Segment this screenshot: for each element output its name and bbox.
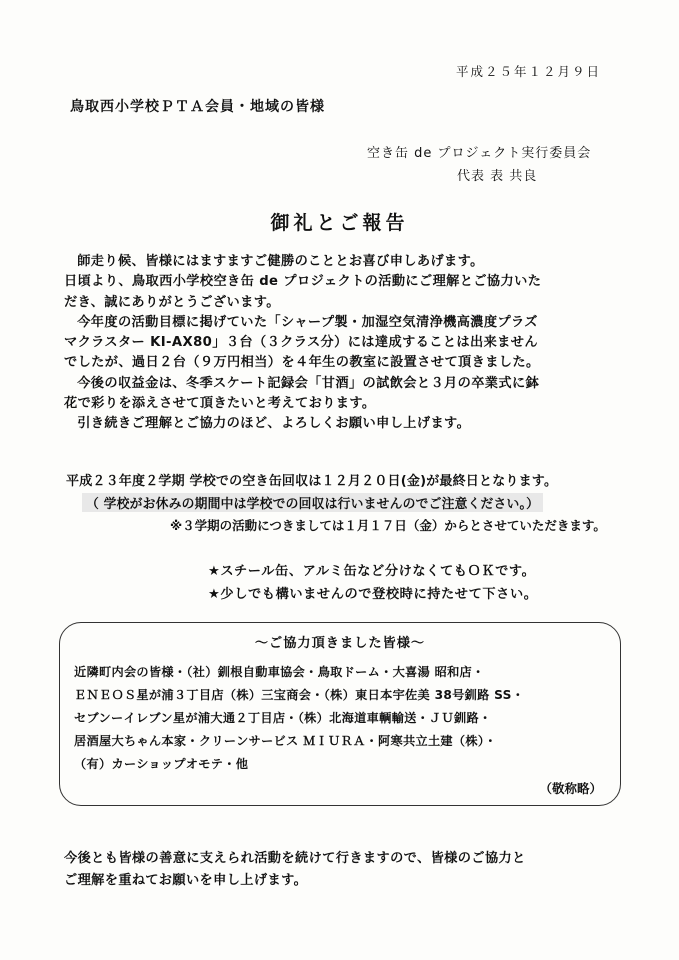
body-line: だき、誠にありがとうございます。 xyxy=(64,294,280,310)
sender-representative: 代表 表 共良 xyxy=(457,169,538,184)
body-line: 今年度の活動目標に掲げていた「シャープ製・加湿空気清浄機高濃度プラズ xyxy=(77,314,538,330)
collection-caution: （ 学校がお休みの期間中は学校での回収は行いませんのでご注意ください。） xyxy=(82,493,543,512)
page-title: 御礼とご報告 xyxy=(270,212,409,234)
closing-line: 今後とも皆様の善意に支えられ活動を続けて行きますので、皆様のご協力と xyxy=(64,851,526,866)
body-line: 花で彩りを添えさせて頂きたいと考えております。 xyxy=(64,396,376,412)
letter-date: 平成２５年１２月９日 xyxy=(456,64,602,79)
star-note: ★スチール缶、アルミ缶など分けなくてもＯＫです。 xyxy=(208,564,536,579)
thanks-box-title: ～ご協力頂きました皆様～ xyxy=(254,636,426,651)
thanks-line: 近隣町内会の皆様・（社）釧根自動車協会・鳥取ドーム・大喜湯 昭和店・ xyxy=(74,665,485,679)
thanks-line: 居酒屋大ちゃん本家・クリーンサービス ＭＩＵＲＡ・阿寒共立土建（株）・ xyxy=(74,734,497,748)
honorifics-omitted: （敬称略） xyxy=(539,781,602,796)
closing-line: ご理解を重ねてお願いを申し上げます。 xyxy=(64,873,308,888)
star-note: ★少しでも構いませんので登校時に持たせて下さい。 xyxy=(208,587,538,602)
body-line: マクラスター KI-AX80」３台（３クラス分）には達成することは出来ません xyxy=(64,335,538,351)
closing-message xyxy=(64,848,526,892)
body-line: 日頃より、鳥取西小学校空き缶 de プロジェクトの活動にご理解とご協力いた xyxy=(64,274,542,290)
thanks-box xyxy=(59,622,621,806)
thanks-list xyxy=(74,661,524,776)
thanks-line: セブンーイレブン星が浦大通２丁目店・（株）北海道車輌輸送・ＪＵ釧路・ xyxy=(74,711,492,725)
sender-organization: 空き缶 de プロジェクト実行委員会 xyxy=(367,146,592,161)
thanks-line: （有）カーショップオモテ・他 xyxy=(74,757,249,771)
body-line: 師走り候、皆様にはますますご健勝のこととお喜び申しあげます。 xyxy=(77,254,484,269)
addressee: 鳥取西小学校ＰＴＡ会員・地域の皆様 xyxy=(70,99,325,115)
third-term-note: ※３学期の活動につきましては１月１７日（金）からとさせていただきます。 xyxy=(170,518,606,533)
body-line: でしたが、過日２台（９万円相当）を４年生の教室に設置させて頂きました。 xyxy=(64,355,540,371)
body-line: 引き続きご理解とご協力のほど、よろしくお願い申し上げます。 xyxy=(77,416,471,432)
body-line: 今後の収益金は、冬季スケート記録会「甘酒」の試飲会と３月の卒業式に鉢 xyxy=(77,375,540,391)
letter-body xyxy=(64,252,624,435)
thanks-line: ＥＮＥＯＳ星が浦３丁目店（株）三宝商会・（株）東日本宇佐美 38号釧路 SS・ xyxy=(74,688,525,702)
collection-notice: 平成２３年度２学期 学校での空き缶回収は１２月２０日(金)が最終日となります。 xyxy=(66,474,558,489)
